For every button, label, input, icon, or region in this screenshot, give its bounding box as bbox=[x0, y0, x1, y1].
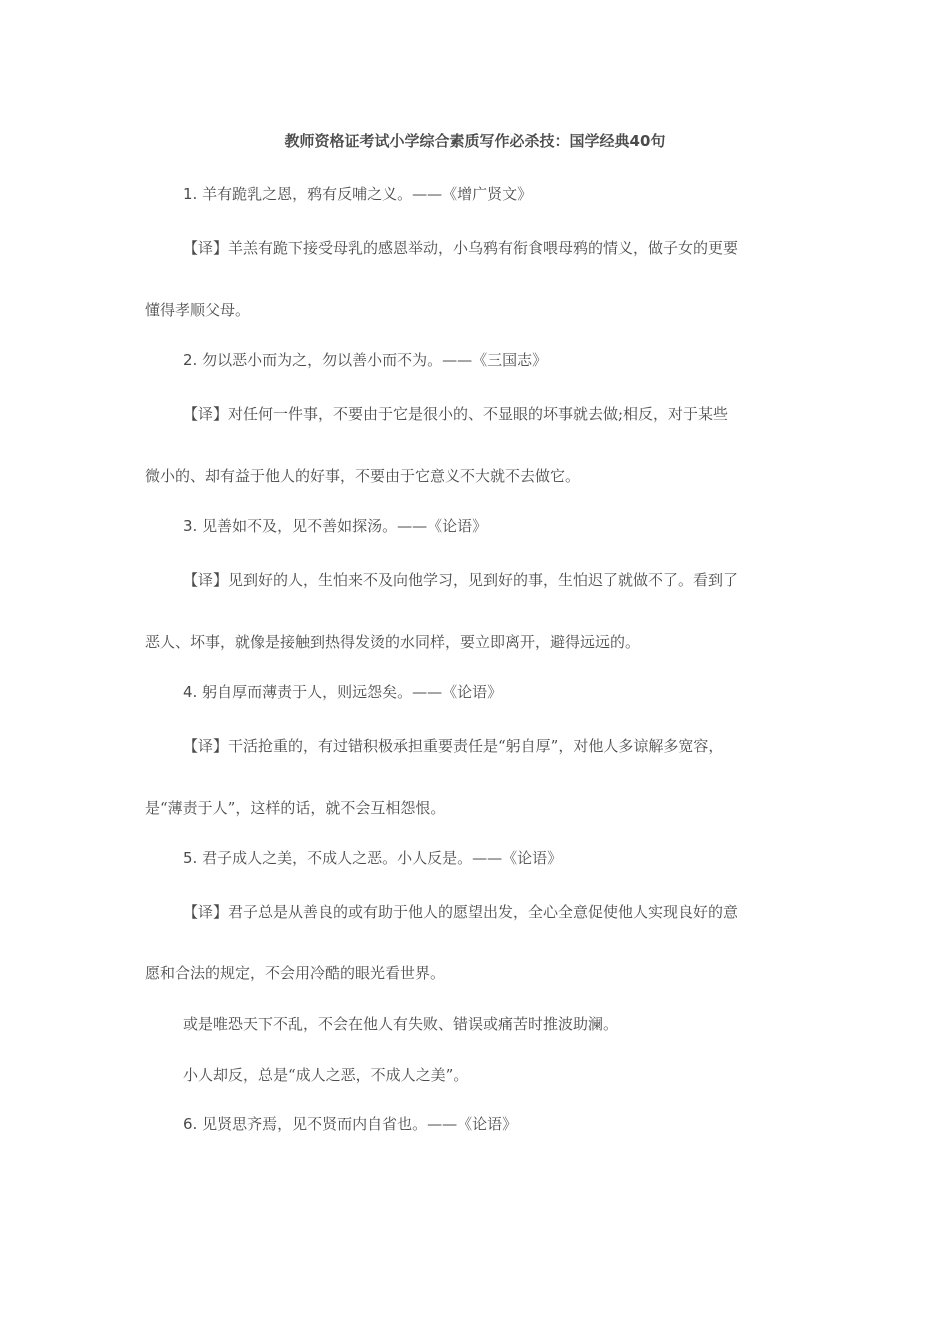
translation-1-line-1: 【译】羊羔有跪下接受母乳的感恩举动，小乌鸦有衔食喂母鸦的情义，做子女的更要 bbox=[183, 239, 739, 257]
quote-text: 羊有跪乳之恩，鸦有反哺之义。——《增广贤文》 bbox=[197, 185, 533, 203]
translation-4-line-1: 【译】干活抢重的，有过错积极承担重要责任是“躬自厚”，对他人多谅解多宽容， bbox=[183, 737, 724, 755]
quote-number: 1. bbox=[183, 185, 198, 203]
translation-5-line-3: 或是唯恐天下不乱，不会在他人有失败、错误或痛苦时推波助澜。 bbox=[183, 1015, 619, 1033]
translation-5-line-2: 愿和合法的规定，不会用冷酷的眼光看世界。 bbox=[145, 964, 446, 982]
quote-number: 6. bbox=[183, 1115, 198, 1133]
translation-5-line-1: 【译】君子总是从善良的或有助于他人的愿望出发，全心全意促使他人实现良好的意 bbox=[183, 903, 739, 921]
quote-6 bbox=[183, 1113, 517, 1135]
quote-text: 躬自厚而薄责于人，则远怨矣。——《论语》 bbox=[197, 683, 503, 701]
quote-1 bbox=[183, 183, 532, 205]
translation-5-line-4: 小人却反，总是“成人之恶，不成人之美”。 bbox=[183, 1066, 469, 1084]
quote-text: 勿以恶小而为之，勿以善小而不为。——《三国志》 bbox=[197, 351, 548, 369]
quote-text: 君子成人之美，不成人之恶。小人反是。——《论语》 bbox=[197, 849, 563, 867]
quote-4 bbox=[183, 681, 502, 703]
quote-text: 见善如不及，见不善如探汤。——《论语》 bbox=[197, 517, 488, 535]
quote-number: 2. bbox=[183, 351, 198, 369]
document-title: 教师资格证考试小学综合素质写作必杀技：国学经典40句 bbox=[284, 132, 666, 150]
quote-5 bbox=[183, 847, 562, 869]
translation-2-line-2: 微小的、却有益于他人的好事，不要由于它意义不大就不去做它。 bbox=[145, 467, 581, 485]
quote-3 bbox=[183, 515, 487, 537]
translation-2-line-1: 【译】对任何一件事，不要由于它是很小的、不显眼的坏事就去做;相反，对于某些 bbox=[183, 405, 729, 423]
quote-number: 5. bbox=[183, 849, 198, 867]
translation-4-line-2: 是“薄责于人”，这样的话，就不会互相怨恨。 bbox=[145, 799, 446, 817]
translation-3-line-2: 恶人、坏事，就像是接触到热得发烫的水同样，要立即离开，避得远远的。 bbox=[145, 633, 641, 651]
translation-3-line-1: 【译】见到好的人，生怕来不及向他学习，见到好的事，生怕迟了就做不了。看到了 bbox=[183, 571, 739, 589]
quote-number: 4. bbox=[183, 683, 198, 701]
quote-2 bbox=[183, 349, 547, 371]
translation-1-line-2: 懂得孝顺父母。 bbox=[145, 301, 251, 319]
quote-text: 见贤思齐焉，见不贤而内自省也。——《论语》 bbox=[197, 1115, 518, 1133]
quote-number: 3. bbox=[183, 517, 198, 535]
